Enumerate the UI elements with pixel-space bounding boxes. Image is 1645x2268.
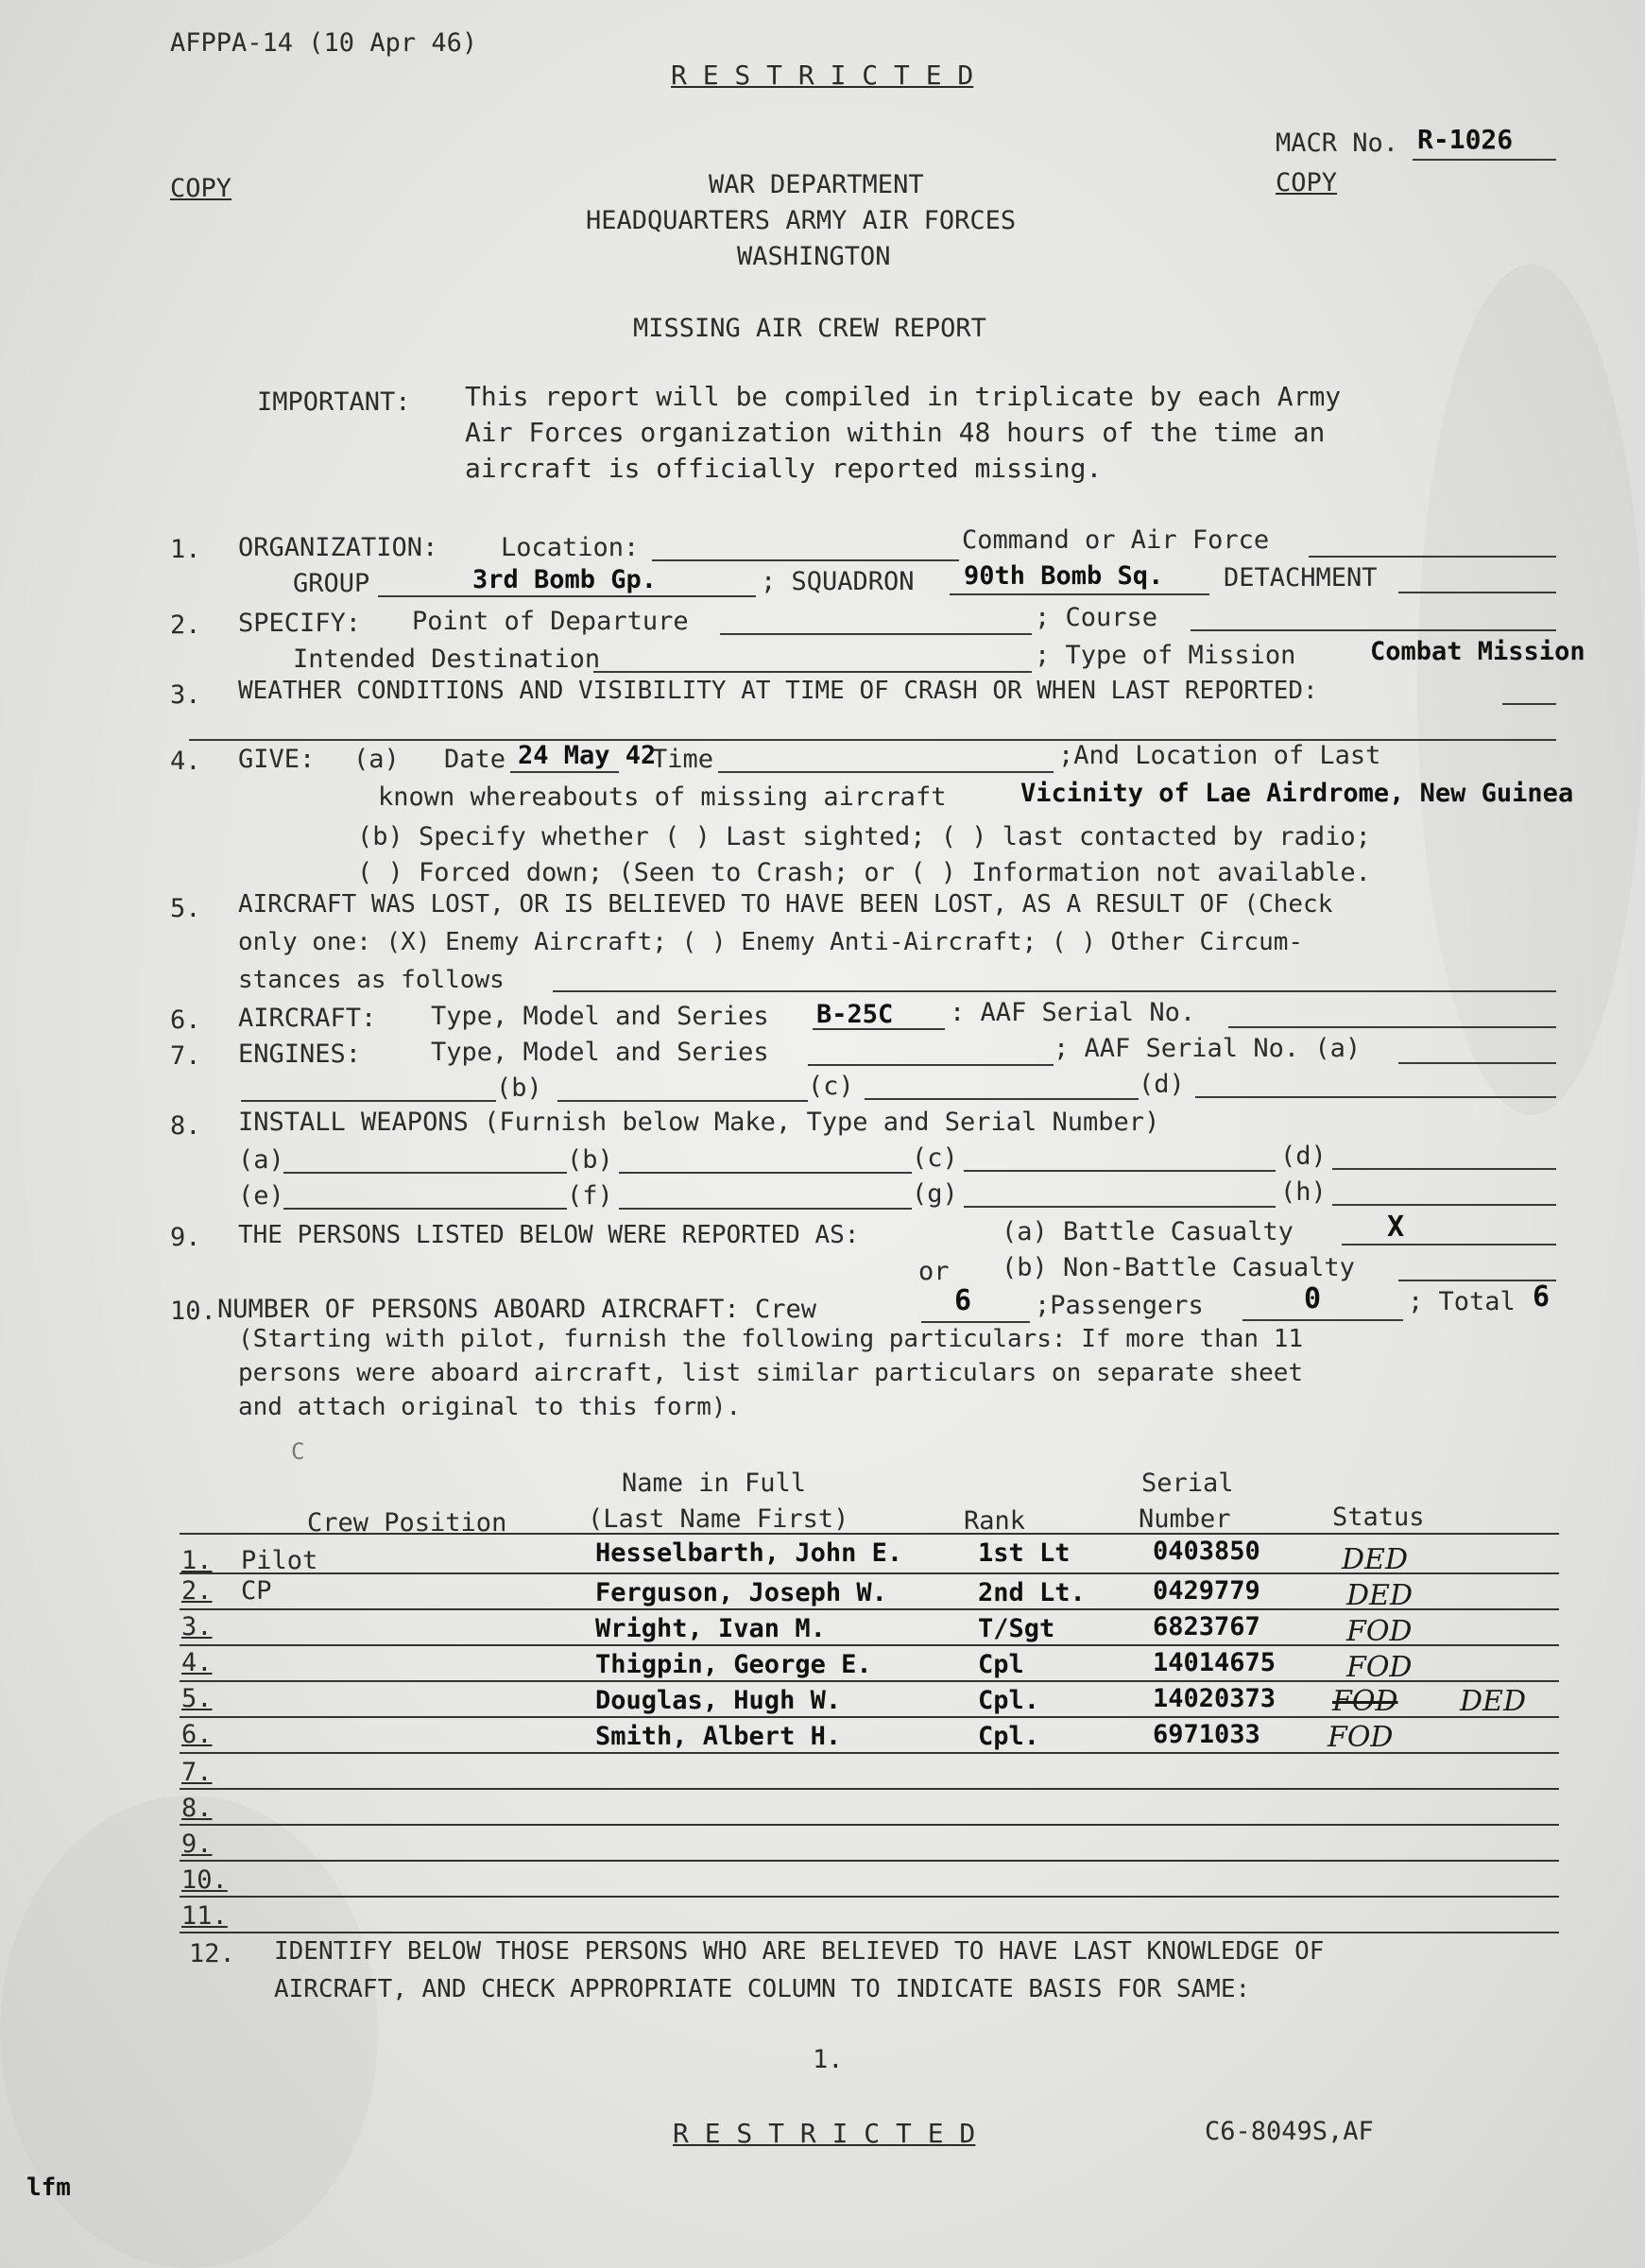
engine-serial-d-field[interactable] bbox=[1195, 1096, 1556, 1098]
crew-rank: Cpl. bbox=[978, 1722, 1040, 1751]
crew-rank: Cpl. bbox=[978, 1686, 1040, 1715]
engine-b-label: (b) bbox=[496, 1074, 542, 1103]
item9-number: 9. bbox=[170, 1223, 201, 1252]
crew-name: Smith, Albert H. bbox=[595, 1722, 842, 1751]
row-rule bbox=[180, 1608, 1559, 1610]
crew-status: DED bbox=[1342, 1543, 1409, 1576]
weapon-c-field[interactable] bbox=[964, 1170, 1276, 1172]
item12-line1: IDENTIFY BELOW THOSE PERSONS WHO ARE BELIEVED TO HAVE LAST KNOWLEDGE OF bbox=[274, 1937, 1325, 1966]
battle-casualty-field[interactable] bbox=[1342, 1244, 1556, 1246]
group-field[interactable] bbox=[378, 595, 756, 597]
crew-serial: 14014675 bbox=[1153, 1648, 1277, 1677]
time-field[interactable] bbox=[718, 771, 1054, 773]
weapon-g-label: (g) bbox=[912, 1179, 958, 1209]
crew-count-value: 6 bbox=[954, 1284, 972, 1317]
nonbattle-casualty-label: (b) Non-Battle Casualty bbox=[1002, 1253, 1355, 1282]
item7-number: 7. bbox=[170, 1041, 201, 1071]
squadron-value: 90th Bomb Sq. bbox=[964, 561, 1164, 591]
crew-name: Hesselbarth, John E. bbox=[595, 1538, 903, 1568]
crew-rank: Cpl bbox=[978, 1650, 1024, 1679]
row-rule bbox=[180, 1716, 1559, 1718]
item10-label: NUMBER OF PERSONS ABOARD AIRCRAFT: Crew bbox=[217, 1295, 816, 1324]
row-rule bbox=[180, 1788, 1559, 1790]
whereabouts-value: Vicinity of Lae Airdrome, New Guinea bbox=[1020, 779, 1574, 808]
classification-bottom: R E S T R I C T E D bbox=[673, 2118, 976, 2149]
page-number: 1. bbox=[813, 2045, 844, 2074]
row-rule bbox=[180, 1932, 1559, 1933]
col-name-header-2: (Last Name First) bbox=[588, 1504, 849, 1534]
crew-status-correction: DED bbox=[1460, 1685, 1527, 1718]
item7-label: ENGINES: bbox=[238, 1040, 362, 1069]
item9-or: or bbox=[918, 1257, 950, 1286]
row-number: 1. bbox=[181, 1546, 213, 1575]
crew-serial: 14020373 bbox=[1153, 1684, 1277, 1713]
aircraft-serial-label: : AAF Serial No. bbox=[950, 998, 1196, 1027]
macr-number: R-1026 bbox=[1417, 124, 1514, 155]
crew-status: FOD bbox=[1328, 1721, 1394, 1754]
weapon-b-label: (b) bbox=[567, 1145, 613, 1175]
important-line1: This report will be compiled in triplicate by each Army bbox=[465, 381, 1342, 412]
col-serial-header-1: Serial bbox=[1141, 1469, 1234, 1498]
row-number: 10. bbox=[181, 1865, 228, 1895]
weapon-f-field[interactable] bbox=[619, 1208, 912, 1210]
col-name-header-1: Name in Full bbox=[622, 1469, 807, 1498]
date-label: Date bbox=[444, 745, 506, 774]
engine-series-label: Type, Model and Series bbox=[431, 1038, 769, 1067]
form-id: AFPPA-14 (10 Apr 46) bbox=[170, 28, 478, 58]
item10-line3: persons were aboard aircraft, list similar particulars on separate sheet bbox=[238, 1359, 1304, 1387]
row-rule bbox=[180, 1824, 1559, 1826]
item5-line2: only one: (X) Enemy Aircraft; ( ) Enemy Anti-Aircraft; ( ) Other Circum- bbox=[238, 928, 1304, 956]
item12-line2: AIRCRAFT, AND CHECK APPROPRIATE COLUMN TO INDICATE BASIS FOR SAME: bbox=[274, 1975, 1251, 2003]
weapon-h-label: (h) bbox=[1280, 1177, 1327, 1207]
passengers-value: 0 bbox=[1304, 1282, 1322, 1315]
weapon-c-label: (c) bbox=[912, 1143, 958, 1173]
dept-line3: WASHINGTON bbox=[737, 242, 891, 271]
command-label: Command or Air Force bbox=[962, 525, 1270, 555]
item3-text: WEATHER CONDITIONS AND VISIBILITY AT TIME OF CRASH OR WHEN LAST REPORTED: bbox=[238, 677, 1318, 705]
item4-label: GIVE: bbox=[238, 745, 316, 774]
crew-name: Ferguson, Joseph W. bbox=[595, 1578, 887, 1607]
weapon-d-field[interactable] bbox=[1332, 1168, 1556, 1170]
item4-b-line1: (b) Specify whether ( ) Last sighted; ( ) last contacted by radio; bbox=[357, 822, 1371, 851]
col-serial-header-2: Number bbox=[1139, 1504, 1231, 1534]
corner-mark: lfm bbox=[26, 2174, 71, 2202]
important-line3: aircraft is officially reported missing. bbox=[465, 453, 1103, 484]
item10-number: 10. bbox=[170, 1297, 216, 1326]
engine-serial-a-field[interactable] bbox=[1398, 1062, 1556, 1064]
row-number: 3. bbox=[181, 1612, 213, 1641]
col-position-header: Crew Position bbox=[307, 1508, 507, 1538]
row-rule bbox=[180, 1572, 1559, 1574]
circumstances-field[interactable] bbox=[553, 990, 1556, 992]
item5-line1: AIRCRAFT WAS LOST, OR IS BELIEVED TO HAVE BEEN LOST, AS A RESULT OF (Check bbox=[238, 890, 1333, 919]
aircraft-series-label: Type, Model and Series bbox=[431, 1002, 769, 1031]
date-value: 24 May 42 bbox=[518, 741, 657, 770]
crew-name: Thigpin, George E. bbox=[595, 1650, 872, 1679]
row-number: 9. bbox=[181, 1830, 213, 1859]
destination-field[interactable] bbox=[593, 671, 1032, 673]
item6-number: 6. bbox=[170, 1005, 201, 1035]
crew-count-field[interactable] bbox=[921, 1321, 1030, 1323]
dept-line2: HEADQUARTERS ARMY AIR FORCES bbox=[586, 206, 1017, 235]
weather-field-end[interactable] bbox=[1502, 703, 1556, 705]
macr-label: MACR No. bbox=[1276, 129, 1399, 158]
row-number: 5. bbox=[181, 1684, 213, 1713]
squadron-field[interactable] bbox=[950, 593, 1209, 595]
row-number: 11. bbox=[181, 1901, 228, 1931]
form-code: C6-8049S,AF bbox=[1205, 2117, 1374, 2146]
important-label: IMPORTANT: bbox=[257, 387, 411, 417]
crew-rank: T/Sgt bbox=[978, 1614, 1055, 1643]
item2-number: 2. bbox=[170, 610, 201, 640]
location-field[interactable] bbox=[652, 559, 959, 561]
item4-b-line2: ( ) Forced down; (Seen to Crash; or ( ) Information not available. bbox=[357, 858, 1371, 887]
engine-serial-b-pre-field[interactable] bbox=[241, 1100, 496, 1102]
weapon-e-field[interactable] bbox=[283, 1208, 567, 1210]
row-rule bbox=[180, 1644, 1559, 1646]
item8-label: INSTALL WEAPONS (Furnish below Make, Type and Serial Number) bbox=[238, 1108, 1160, 1137]
weapon-a-field[interactable] bbox=[283, 1172, 567, 1174]
crew-status: FOD bbox=[1332, 1685, 1398, 1718]
weapon-f-label: (f) bbox=[567, 1181, 613, 1211]
item8-number: 8. bbox=[170, 1111, 201, 1141]
item4-number: 4. bbox=[170, 747, 201, 776]
report-title: MISSING AIR CREW REPORT bbox=[633, 314, 986, 343]
course-field[interactable] bbox=[1191, 629, 1556, 631]
weapon-e-label: (e) bbox=[238, 1181, 284, 1211]
crew-status: FOD bbox=[1346, 1615, 1413, 1648]
crew-serial: 6823767 bbox=[1153, 1612, 1260, 1641]
battle-casualty-label: (a) Battle Casualty bbox=[1002, 1217, 1294, 1246]
crew-serial: 6971033 bbox=[1153, 1720, 1260, 1749]
item10-line4: and attach original to this form). bbox=[238, 1393, 742, 1421]
classification-top: R E S T R I C T E D bbox=[671, 60, 974, 91]
row-number: 6. bbox=[181, 1720, 213, 1749]
row-number: 8. bbox=[181, 1794, 213, 1823]
macr-number-line bbox=[1413, 159, 1556, 161]
engine-serial-b-field[interactable] bbox=[557, 1100, 808, 1102]
passengers-field[interactable] bbox=[1242, 1319, 1403, 1321]
row-rule bbox=[180, 1752, 1559, 1754]
total-value: 6 bbox=[1533, 1280, 1551, 1314]
item10-line2: (Starting with pilot, furnish the following particulars: If more than 11 bbox=[238, 1325, 1304, 1353]
command-field[interactable] bbox=[1309, 556, 1556, 558]
col-rank-header: Rank bbox=[964, 1506, 1026, 1536]
engine-c-label: (c) bbox=[808, 1072, 854, 1101]
detachment-field[interactable] bbox=[1398, 592, 1556, 593]
weapon-b-field[interactable] bbox=[619, 1172, 912, 1174]
group-value: 3rd Bomb Gp. bbox=[472, 565, 658, 594]
date-field[interactable] bbox=[510, 771, 619, 773]
crew-status: DED bbox=[1346, 1579, 1414, 1612]
crew-serial: 0429779 bbox=[1153, 1576, 1260, 1606]
stray-mark: C bbox=[291, 1438, 305, 1465]
row-number: 4. bbox=[181, 1648, 213, 1677]
last-location-label: ;And Location of Last bbox=[1058, 741, 1381, 770]
mission-value: Combat Mission bbox=[1370, 637, 1585, 666]
detachment-label: DETACHMENT bbox=[1224, 563, 1378, 593]
copy-left: COPY bbox=[170, 174, 232, 203]
engine-serial-c-field[interactable] bbox=[865, 1098, 1139, 1100]
location-label: Location: bbox=[501, 533, 640, 562]
item4-a: (a) bbox=[353, 745, 400, 774]
item1-label: ORGANIZATION: bbox=[238, 533, 438, 562]
passengers-label: ;Passengers bbox=[1035, 1291, 1204, 1320]
row-number: 7. bbox=[181, 1758, 213, 1787]
row-rule bbox=[180, 1896, 1559, 1898]
departure-field[interactable] bbox=[720, 633, 1032, 635]
battle-casualty-value: X bbox=[1387, 1211, 1405, 1244]
important-line2: Air Forces organization within 48 hours of the time an bbox=[465, 417, 1326, 448]
item5-line3: stances as follows bbox=[238, 966, 505, 994]
weapon-a-label: (a) bbox=[238, 1145, 284, 1175]
row-number: 2. bbox=[181, 1576, 213, 1606]
aircraft-serial-field[interactable] bbox=[1228, 1026, 1556, 1028]
weapon-d-label: (d) bbox=[1280, 1142, 1327, 1171]
table-header-rule bbox=[180, 1533, 1559, 1535]
item9-label: THE PERSONS LISTED BELOW WERE REPORTED AS: bbox=[238, 1221, 860, 1249]
item6-label: AIRCRAFT: bbox=[238, 1004, 377, 1033]
crew-status: FOD bbox=[1346, 1651, 1413, 1684]
item1-number: 1. bbox=[170, 535, 201, 564]
whereabouts-label: known whereabouts of missing aircraft bbox=[378, 782, 947, 812]
crew-name: Douglas, Hugh W. bbox=[595, 1686, 842, 1715]
crew-rank: 2nd Lt. bbox=[978, 1578, 1086, 1607]
item5-number: 5. bbox=[170, 894, 201, 923]
row-rule bbox=[180, 1680, 1559, 1682]
paper-stain bbox=[1417, 265, 1644, 1115]
item3-number: 3. bbox=[170, 680, 201, 710]
dept-line1: WAR DEPARTMENT bbox=[709, 170, 924, 199]
engine-d-label: (d) bbox=[1139, 1070, 1185, 1099]
weapon-h-field[interactable] bbox=[1332, 1204, 1556, 1206]
crew-rank: 1st Lt bbox=[978, 1538, 1071, 1568]
engine-serial-label: ; AAF Serial No. (a) bbox=[1054, 1034, 1362, 1063]
crew-name: Wright, Ivan M. bbox=[595, 1614, 826, 1643]
aircraft-series-value: B-25C bbox=[816, 1000, 894, 1029]
col-status-header: Status bbox=[1332, 1503, 1425, 1532]
engine-series-field[interactable] bbox=[808, 1064, 1054, 1066]
item12-number: 12. bbox=[189, 1939, 235, 1968]
item2-label: SPECIFY: bbox=[238, 609, 362, 638]
departure-label: Point of Departure bbox=[412, 607, 689, 636]
copy-right: COPY bbox=[1276, 168, 1338, 198]
row-rule bbox=[180, 1860, 1559, 1862]
group-label: GROUP bbox=[293, 569, 370, 598]
mission-label: ; Type of Mission bbox=[1035, 641, 1296, 670]
crew-position: CP bbox=[241, 1576, 272, 1606]
crew-serial: 0403850 bbox=[1153, 1537, 1260, 1566]
total-label: ; Total bbox=[1408, 1287, 1516, 1316]
crew-position: Pilot bbox=[241, 1546, 318, 1575]
time-label: Time bbox=[652, 745, 714, 774]
destination-label: Intended Destination bbox=[293, 644, 601, 674]
squadron-label: ; SQUADRON bbox=[761, 567, 915, 596]
weapon-g-field[interactable] bbox=[964, 1206, 1276, 1208]
course-label: ; Course bbox=[1035, 603, 1158, 632]
